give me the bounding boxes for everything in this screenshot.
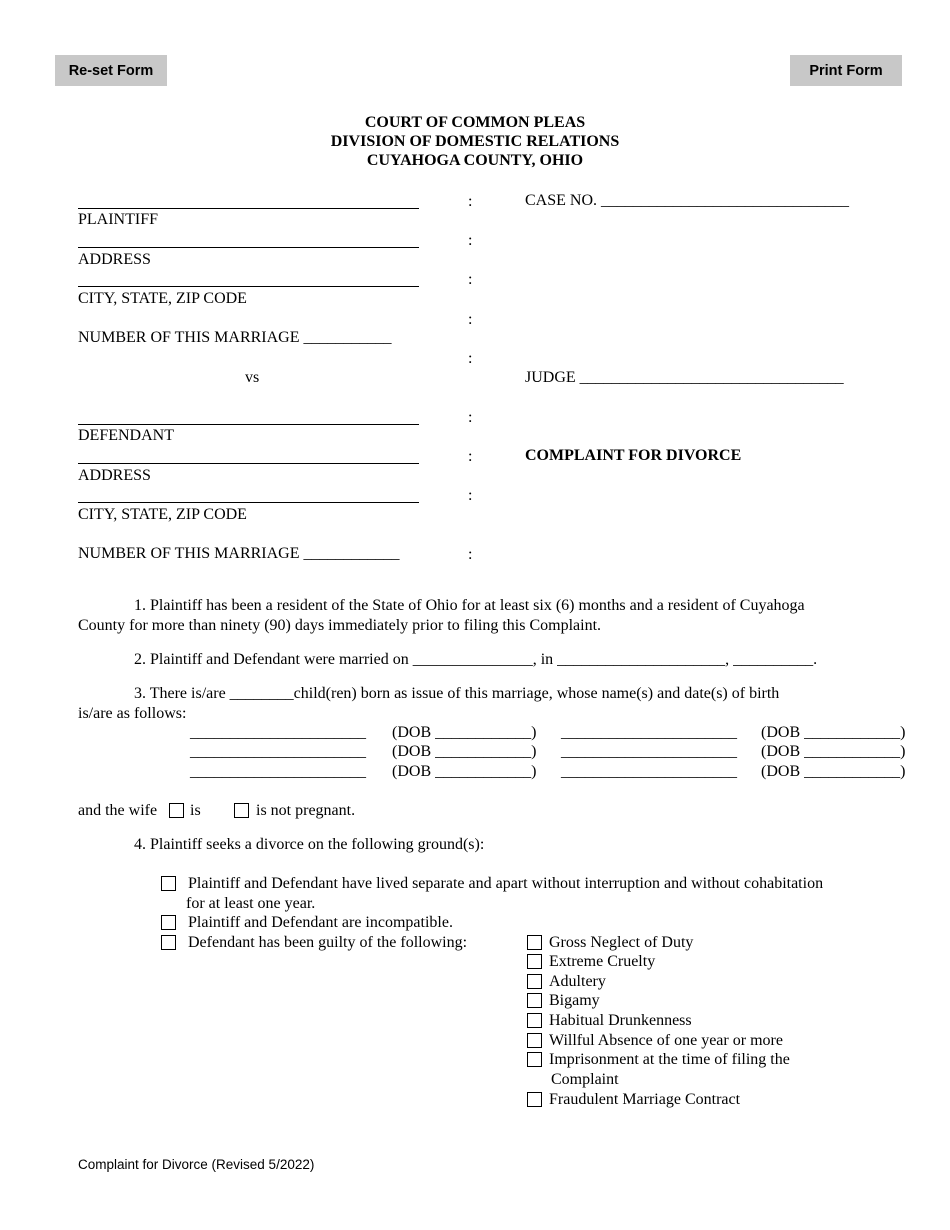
child-name-field[interactable]: ______________________ [190, 743, 366, 760]
imprisonment-label-cont: Complaint [551, 1071, 619, 1088]
willful-absence-checkbox[interactable] [527, 1033, 542, 1048]
defendant-city-label: CITY, STATE, ZIP CODE [78, 506, 247, 523]
habitual-drunkenness-label: Habitual Drunkenness [549, 1012, 692, 1029]
caption-colon: : [468, 232, 473, 249]
imprisonment-label: Imprisonment at the time of filing the [549, 1051, 790, 1068]
plaintiff-name-field[interactable] [78, 208, 419, 209]
court-header-line-2: DIVISION OF DOMESTIC RELATIONS [330, 133, 620, 150]
child-dob-field[interactable]: (DOB ____________) [392, 763, 537, 780]
paragraph-3-line-1[interactable]: 3. There is/are ________child(ren) born as issue of this marriage, whose name(s) and date(s) of birth [134, 685, 780, 702]
defendant-name-field[interactable] [78, 424, 419, 425]
incompatible-label: Plaintiff and Defendant are incompatible. [188, 914, 453, 931]
bigamy-checkbox[interactable] [527, 993, 542, 1008]
child-name-field[interactable]: ______________________ [561, 763, 737, 780]
plaintiff-label: PLAINTIFF [78, 211, 159, 228]
adultery-checkbox[interactable] [527, 974, 542, 989]
adultery-label: Adultery [549, 973, 606, 990]
caption-colon: : [468, 271, 473, 288]
paragraph-1-line-1: 1. Plaintiff has been a resident of the State of Ohio for at least six (6) months and a resident of Cuyahoga [134, 597, 805, 614]
separate-apart-label: Plaintiff and Defendant have lived separate and apart without interruption and without cohabitation [188, 875, 824, 892]
plaintiff-address-field[interactable] [78, 247, 419, 248]
form-footer: Complaint for Divorce (Revised 5/2022) [78, 1157, 315, 1172]
child-name-field[interactable]: ______________________ [561, 724, 737, 741]
caption-colon: : [468, 487, 473, 504]
plaintiff-city-label: CITY, STATE, ZIP CODE [78, 290, 247, 307]
fraudulent-contract-label: Fraudulent Marriage Contract [549, 1091, 741, 1108]
print-form-button[interactable]: Print Form [790, 55, 902, 86]
caption-colon: : [468, 350, 473, 367]
paragraph-4-intro: 4. Plaintiff seeks a divorce on the following ground(s): [134, 836, 485, 853]
extreme-cruelty-checkbox[interactable] [527, 954, 542, 969]
defendant-city-field[interactable] [78, 502, 419, 503]
bigamy-label: Bigamy [549, 992, 600, 1009]
extreme-cruelty-label: Extreme Cruelty [549, 953, 656, 970]
child-dob-field[interactable]: (DOB ____________) [392, 743, 537, 760]
defendant-label: DEFENDANT [78, 427, 174, 444]
vs-label: vs [245, 369, 260, 386]
habitual-drunkenness-checkbox[interactable] [527, 1013, 542, 1028]
caption-colon: : [468, 311, 473, 328]
paragraph-3-line-2: is/are as follows: [78, 705, 187, 722]
case-number-field[interactable]: CASE NO. _______________________________ [525, 192, 850, 209]
defendant-guilty-label: Defendant has been guilty of the following: [188, 934, 468, 951]
wife-is-pregnant-checkbox[interactable] [169, 803, 184, 818]
plaintiff-address-label: ADDRESS [78, 251, 151, 268]
caption-colon: : [468, 448, 473, 465]
gross-neglect-checkbox[interactable] [527, 935, 542, 950]
wife-not-pregnant-checkbox[interactable] [234, 803, 249, 818]
pregnancy-prefix: and the wife [78, 802, 158, 819]
paragraph-2-marriage-date[interactable]: 2. Plaintiff and Defendant were married on _______________, in _____________________, __________. [134, 651, 818, 668]
child-dob-field[interactable]: (DOB ____________) [761, 743, 906, 760]
is-label: is [190, 802, 201, 819]
paragraph-1-line-2: County for more than ninety (90) days immediately prior to filing this Complaint. [78, 617, 602, 634]
willful-absence-label: Willful Absence of one year or more [549, 1032, 783, 1049]
plaintiff-city-field[interactable] [78, 286, 419, 287]
court-header-line-3: CUYAHOGA COUNTY, OHIO [366, 152, 584, 169]
reset-form-button[interactable]: Re-set Form [55, 55, 167, 86]
separate-apart-label-cont: for at least one year. [186, 895, 316, 912]
child-name-field[interactable]: ______________________ [190, 763, 366, 780]
child-dob-field[interactable]: (DOB ____________) [392, 724, 537, 741]
caption-colon: : [468, 546, 473, 563]
court-header-line-1: COURT OF COMMON PLEAS [364, 114, 586, 131]
defendant-marriage-number[interactable]: NUMBER OF THIS MARRIAGE ____________ [78, 545, 400, 562]
child-dob-field[interactable]: (DOB ____________) [761, 763, 906, 780]
caption-colon: : [468, 193, 473, 210]
child-dob-field[interactable]: (DOB ____________) [761, 724, 906, 741]
defendant-address-field[interactable] [78, 463, 419, 464]
gross-neglect-label: Gross Neglect of Duty [549, 934, 694, 951]
defendant-address-label: ADDRESS [78, 467, 151, 484]
document-title: COMPLAINT FOR DIVORCE [525, 447, 742, 464]
defendant-guilty-checkbox[interactable] [161, 935, 176, 950]
is-not-pregnant-label: is not pregnant. [256, 802, 356, 819]
caption-colon: : [468, 409, 473, 426]
separate-apart-checkbox[interactable] [161, 876, 176, 891]
imprisonment-checkbox[interactable] [527, 1052, 542, 1067]
fraudulent-contract-checkbox[interactable] [527, 1092, 542, 1107]
incompatible-checkbox[interactable] [161, 915, 176, 930]
judge-field[interactable]: JUDGE _________________________________ [525, 369, 844, 386]
plaintiff-marriage-number[interactable]: NUMBER OF THIS MARRIAGE ___________ [78, 329, 392, 346]
child-name-field[interactable]: ______________________ [561, 743, 737, 760]
child-name-field[interactable]: ______________________ [190, 724, 366, 741]
